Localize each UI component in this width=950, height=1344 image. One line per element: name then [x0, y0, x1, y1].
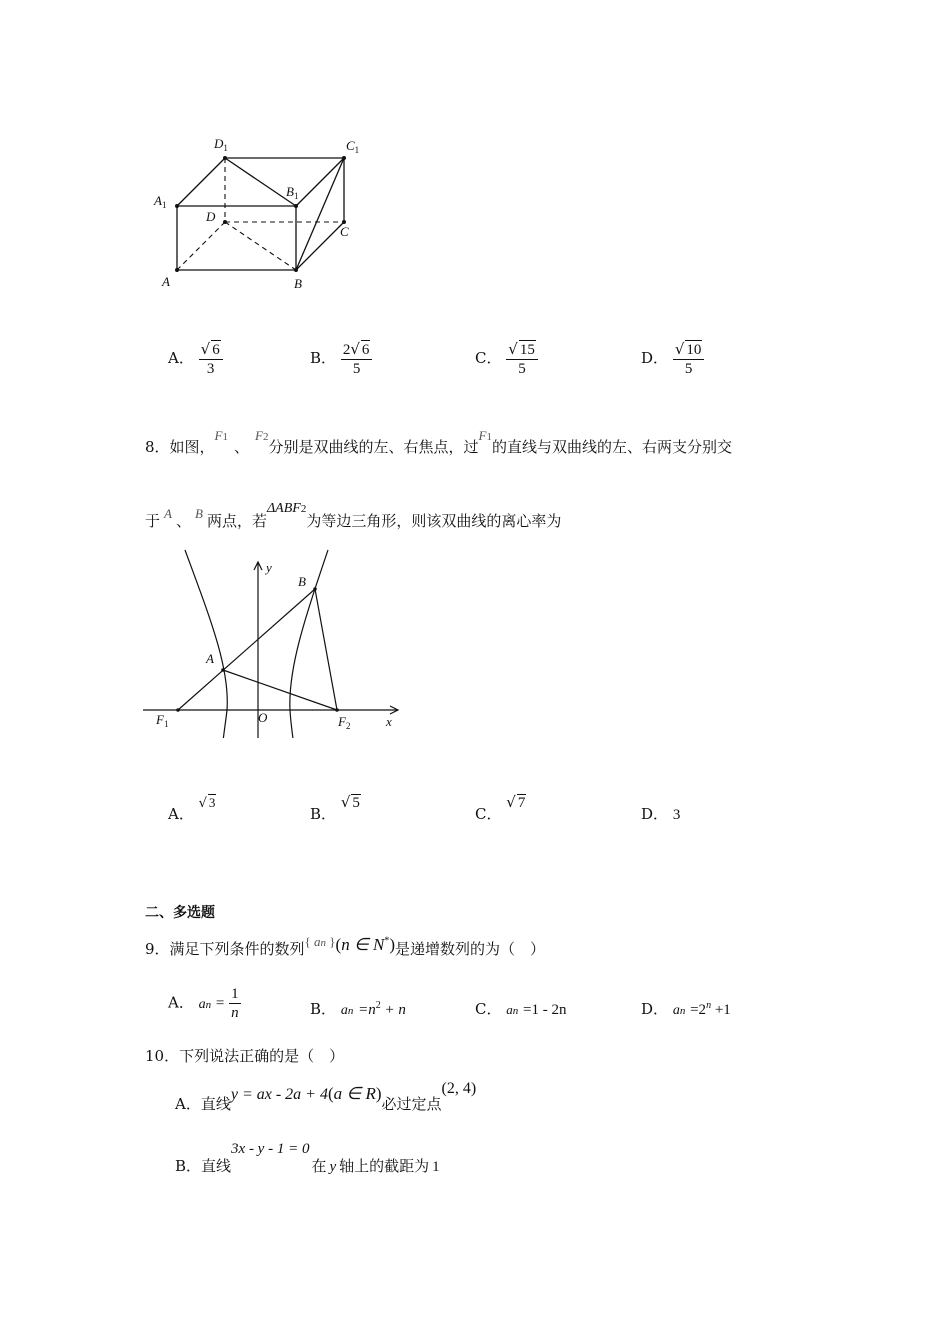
- q8-option-c[interactable]: C． √ 7: [475, 793, 526, 823]
- label-b: B: [294, 276, 302, 291]
- q9-option-b[interactable]: B． an $=n^2 + n$: [310, 1000, 406, 1018]
- q10-option-b[interactable]: B．直线3x - y - 1 = 0在 y 轴上的截距为 1: [175, 1141, 440, 1175]
- q8-option-b[interactable]: B． √ 5: [310, 793, 360, 823]
- cuboid-figure: [150, 130, 380, 295]
- label-b1: $B_1$: [286, 184, 299, 201]
- f1-symbol: F1: [214, 428, 228, 443]
- q7-option-c-fraction: $\frac{√ 15}{5}$: [506, 340, 538, 378]
- label-y-axis: y: [266, 560, 272, 575]
- label-point-a: A: [206, 651, 214, 666]
- triangle-symbol: ΔABF2: [266, 501, 307, 516]
- f1-symbol-2: F1: [478, 428, 492, 443]
- q7-option-b[interactable]: B． $\frac{2√ 6}{5}$: [310, 340, 372, 378]
- q7-option-a-fraction: $\frac{√ 6}{3}$: [199, 340, 223, 378]
- q7-option-d-fraction: $\frac{√ 10}{5}$: [673, 340, 705, 378]
- q8-option-d[interactable]: D． 3: [641, 805, 681, 823]
- label-x-axis: x: [386, 714, 392, 729]
- q9-option-a[interactable]: A． an = $\frac{1}{n}$: [168, 986, 239, 1021]
- f2-symbol: F2: [255, 428, 269, 443]
- q10-a-point: (2, 4): [441, 1080, 477, 1097]
- label-a1: $A_1$: [154, 193, 167, 210]
- q9-stem: 9．满足下列条件的数列{ an }(n ∈ N*)是递增数列的为（ ）: [145, 934, 546, 958]
- label-f1: $F_1$: [156, 712, 169, 729]
- q7-option-d[interactable]: D． $\frac{√ 10}{5}$: [641, 340, 704, 378]
- label-f2: $F_2$: [338, 714, 351, 731]
- q8-option-c-sqrt: √ 7: [506, 793, 526, 811]
- q10-b-formula: 3x - y - 1 = 0: [231, 1141, 310, 1157]
- q8-stem-line1: 8．如图，F1、F2分别是双曲线的左、右焦点，过F1的直线与双曲线的左、右两支分别交: [145, 428, 732, 456]
- q7-option-a[interactable]: A． $\frac{√ 6}{3}$: [168, 340, 223, 378]
- label-point-b: B: [298, 574, 306, 589]
- q8-option-a[interactable]: A． √ 3: [168, 795, 216, 823]
- q7-option-b-fraction: $\frac{2√ 6}{5}$: [341, 340, 373, 378]
- q10-a-formula: y = ax - 2a + 4: [230, 1086, 328, 1103]
- section-title-multiple-choice: 二、多选题: [145, 905, 215, 921]
- condition-symbol: (n ∈ N*): [335, 935, 396, 954]
- label-c1: $C_1$: [346, 138, 360, 155]
- q10-option-a[interactable]: A．直线y = ax - 2a + 4(a ∈ R)必过定点(2, 4): [175, 1080, 477, 1113]
- q8-option-a-sqrt: √ 3: [198, 795, 216, 811]
- q9-option-c[interactable]: C． an =1 - 2n: [475, 1000, 567, 1018]
- q9-option-a-fraction: $\frac{1}{n}$: [231, 986, 239, 1021]
- label-c: C: [340, 224, 349, 239]
- label-d1: $D_1$: [214, 136, 228, 153]
- q8-option-b-sqrt: √ 5: [340, 793, 360, 811]
- hyperbola-figure: [140, 548, 405, 738]
- sequence-symbol: { an }: [304, 934, 336, 949]
- label-d: D: [206, 209, 216, 224]
- q9-option-d[interactable]: D． an $=2^n +1$: [641, 1000, 731, 1018]
- q7-option-c[interactable]: C． $\frac{√ 15}{5}$: [475, 340, 538, 378]
- label-a: A: [162, 274, 170, 289]
- q8-stem-line2: 于 A 、 B 两点，若ΔABF2为等边三角形，则该双曲线的离心率为: [145, 501, 562, 530]
- q10-title: 10．下列说法正确的是（ ）: [145, 1047, 345, 1065]
- label-origin: O: [258, 710, 268, 725]
